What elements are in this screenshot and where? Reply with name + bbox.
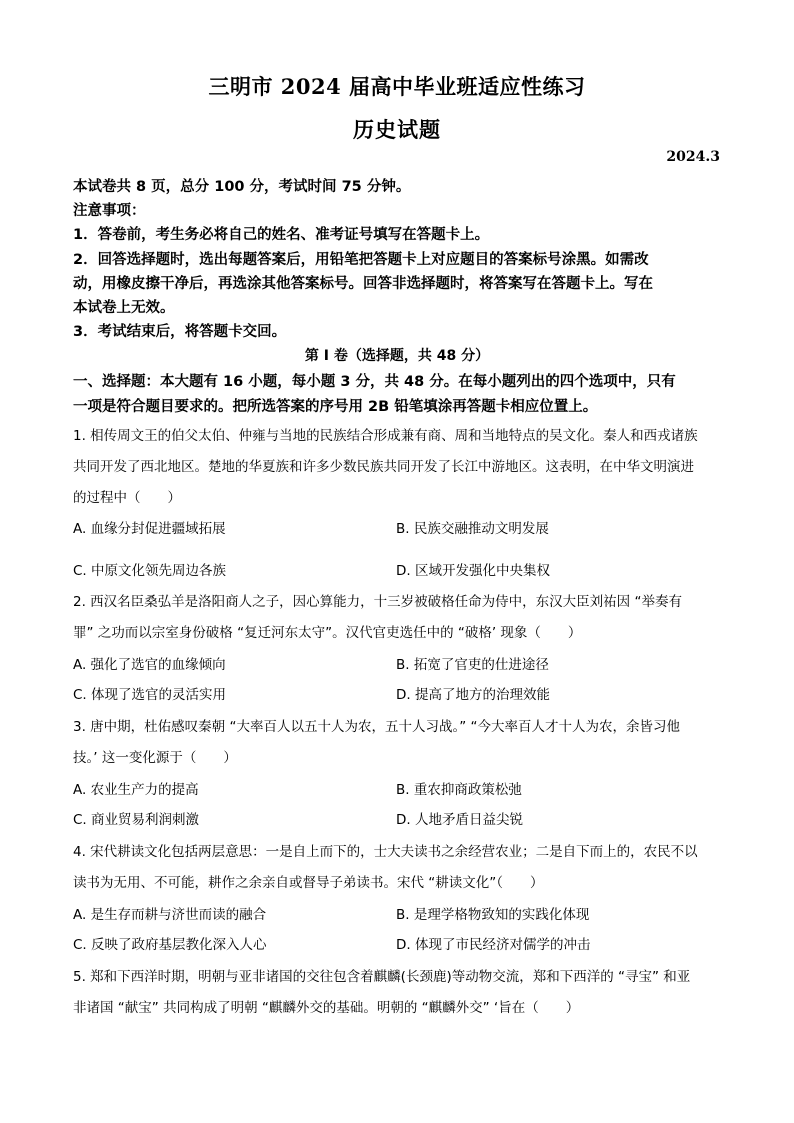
question-2-option-b: B. 拓宽了官吏的仕进途径: [396, 657, 549, 673]
section-heading: 第 I 卷（选择题，共 48 分）: [304, 348, 490, 364]
notice-item-1: 1．答卷前，考生务必将自己的姓名、准考证号填写在答题卡上。: [73, 227, 490, 243]
section-instruction-line-2: 一项是符合题目要求的。把所选答案的序号用 2B 铅笔填涂再答题卡相应位置上。: [73, 399, 598, 415]
question-4-stem-line-1: 4. 宋代耕读文化包括两层意思：一是自上而下的，士大夫读书之余经营农业；二是自下而上的，农民不以: [73, 844, 698, 860]
section-instruction-line-1: 一、选择题：本大题有 16 小题，每小题 3 分，共 48 分。在每小题列出的四个选项中，只有: [73, 374, 676, 390]
question-1-option-c: C. 中原文化领先周边各族: [73, 563, 227, 579]
question-1-option-b: B. 民族交融推动文明发展: [396, 521, 549, 537]
question-2-stem-line-1: 2. 西汉名臣桑弘羊是洛阳商人之子，因心算能力，十三岁被破格任命为侍中，东汉大臣刘祐因 “举奏有: [73, 594, 682, 610]
exam-title: 三明市 2024 届高中毕业班适应性练习: [208, 74, 586, 99]
exam-summary: 本试卷共 8 页，总分 100 分，考试时间 75 分钟。: [73, 179, 411, 195]
question-4-stem-line-2: 读书为无用、不可能，耕作之余亲自或督导子弟读书。宋代 “耕读文化”（ ）: [73, 875, 544, 891]
question-4-option-c: C. 反映了政府基层教化深入人心: [73, 937, 267, 953]
question-1-stem-line-1: 1. 相传周文王的伯父太伯、仲雍与当地的民族结合形成兼有商、周和当地特点的吴文化。秦人和西戎诸族: [73, 428, 698, 444]
question-1-stem-line-3: 的过程中（ ）: [73, 490, 181, 506]
question-3-option-c: C. 商业贸易利润刺激: [73, 812, 200, 828]
question-2-stem-line-2: 罪” 之功而以宗室身份破格 “复迁河东太守”。汉代官吏选任中的 “破格’ 现象（ ）: [73, 625, 582, 641]
exam-subtitle: 历史试题: [353, 117, 441, 142]
question-3-option-b: B. 重农抑商政策松弛: [396, 782, 522, 798]
notice-title: 注意事项：: [73, 203, 146, 219]
notice-item-2-line-2: 动，用橡皮擦干净后，再选涂其他答案标号。回答非选择题时，将答案写在答题卡上。写在: [73, 276, 653, 292]
question-3-option-d: D. 人地矛盾日益尖锐: [396, 812, 523, 828]
question-2-option-d: D. 提高了地方的治理效能: [396, 687, 550, 703]
question-4-option-d: D. 体现了市民经济对儒学的冲击: [396, 937, 591, 953]
question-1-stem-line-2: 共同开发了西北地区。楚地的华夏族和许多少数民族共同开发了长江中游地区。这表明，在中华文明演进: [73, 459, 694, 475]
question-3-stem-line-1: 3. 唐中期，杜佑感叹秦朝 “大率百人以五十人为农，五十人习战。” “今大率百人才十人为农，余皆习他: [73, 719, 680, 735]
question-3-option-a: A. 农业生产力的提高: [73, 782, 199, 798]
question-4-option-b: B. 是理学格物致知的实践化体现: [396, 907, 590, 923]
question-1-option-a: A. 血缘分封促进疆域拓展: [73, 521, 226, 537]
exam-date: 2024.3: [666, 149, 720, 165]
notice-item-2-line-1: 2．回答选择题时，选出每题答案后，用铅笔把答题卡上对应题目的答案标号涂黑。如需改: [73, 252, 649, 268]
question-3-stem-line-2: 技。’ 这一变化源于（ ）: [73, 750, 237, 766]
question-5-stem-line-2: 非诸国 “献宝” 共同构成了明朝 “麒麟外交的基础。明朝的 “麒麟外交” ‘旨在（ ）: [73, 1000, 580, 1016]
notice-item-3: 3．考试结束后，将答题卡交回。: [73, 324, 287, 340]
question-5-stem-line-1: 5. 郑和下西洋时期，明朝与亚非诸国的交往包含着麒麟(长颈鹿)等动物交流，郑和下西洋的 “寻宝” 和亚: [73, 969, 691, 985]
notice-item-2-line-3: 本试卷上无效。: [73, 300, 175, 316]
question-4-option-a: A. 是生存而耕与济世而读的融合: [73, 907, 267, 923]
question-1-option-d: D. 区域开发强化中央集权: [396, 563, 550, 579]
question-2-option-c: C. 体现了选官的灵活实用: [73, 687, 227, 703]
question-2-option-a: A. 强化了选官的血缘倾向: [73, 657, 226, 673]
